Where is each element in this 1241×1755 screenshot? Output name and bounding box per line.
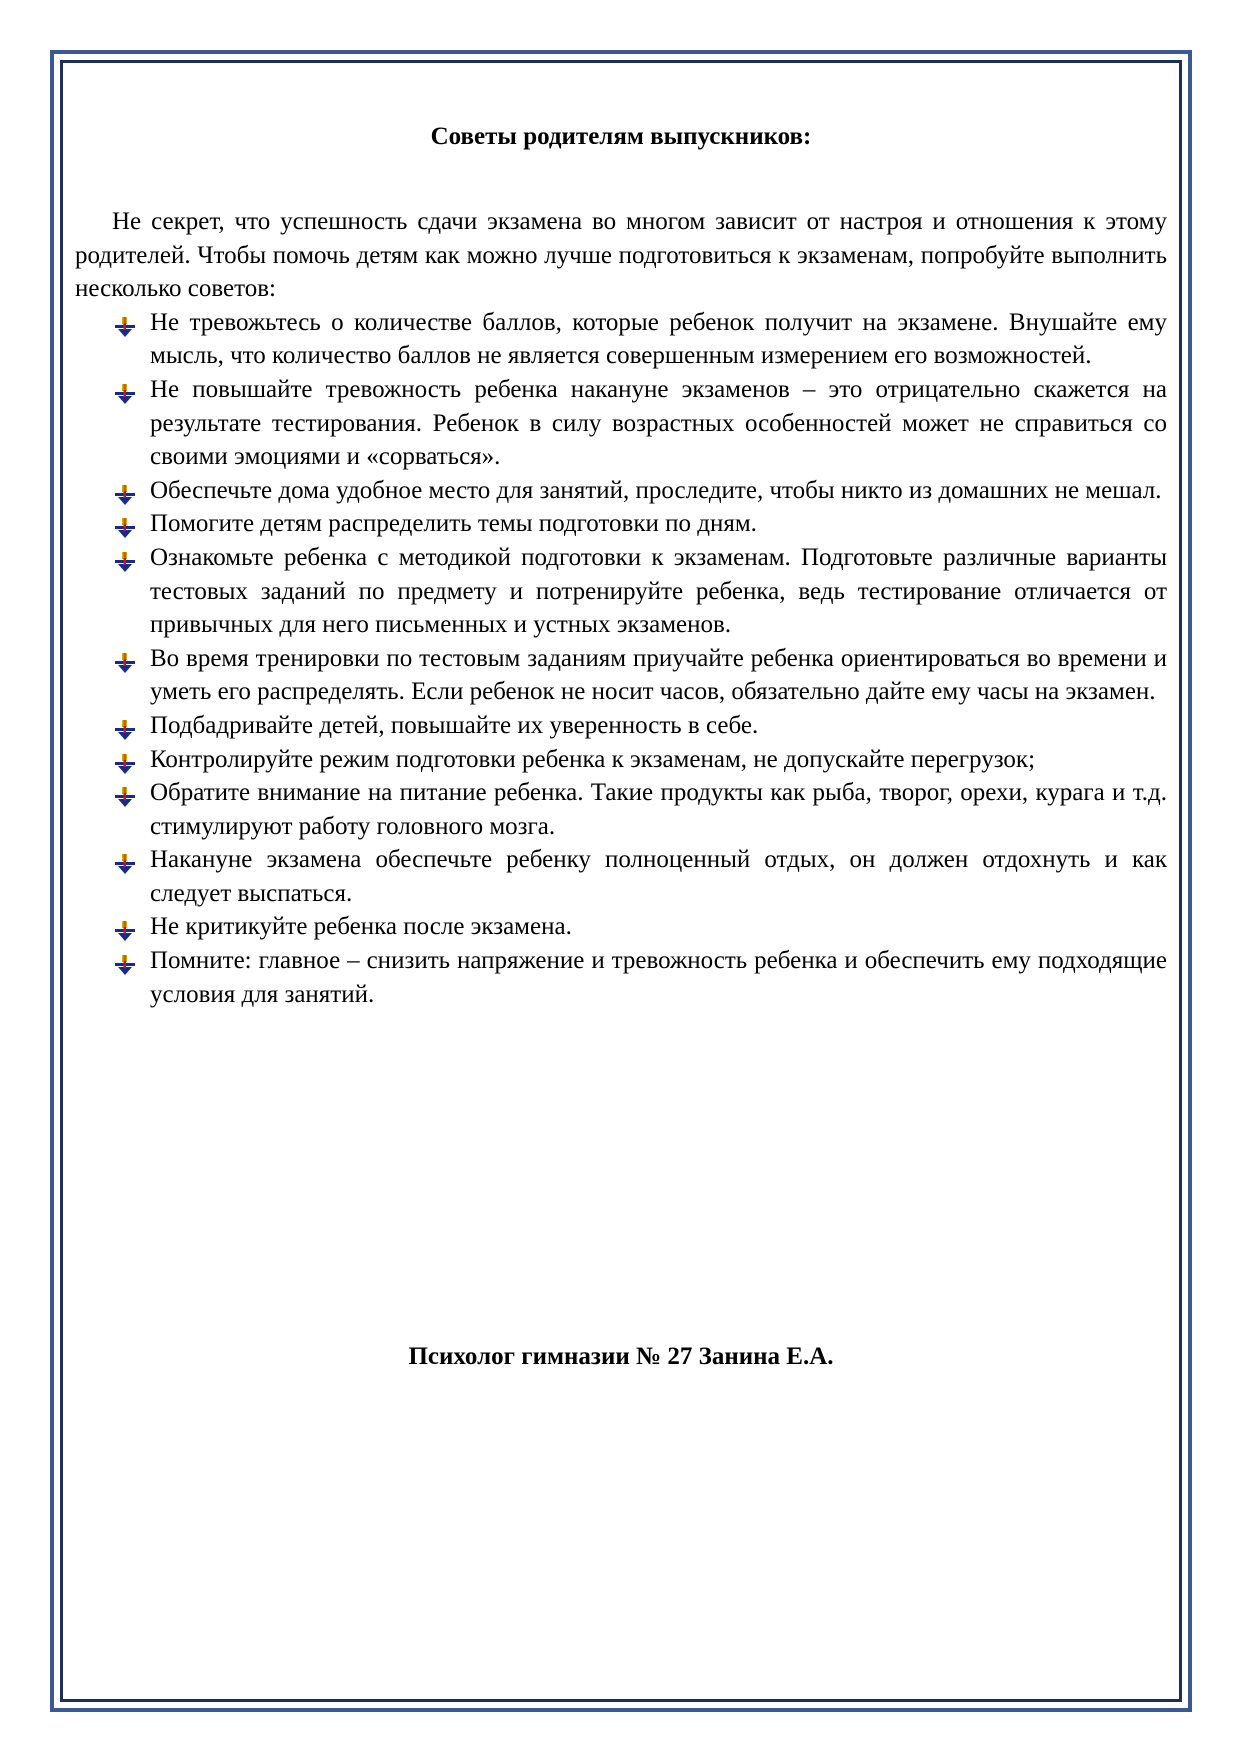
arrow-down-bullet-icon bbox=[114, 783, 136, 803]
arrow-down-bullet-icon bbox=[114, 481, 136, 501]
list-item bbox=[75, 474, 1167, 508]
arrow-down-bullet-icon bbox=[114, 548, 136, 568]
document-body bbox=[75, 120, 1167, 1011]
list-item bbox=[75, 843, 1167, 910]
arrow-down-bullet-icon bbox=[114, 514, 136, 534]
arrow-down-bullet-icon bbox=[114, 951, 136, 971]
tip-text: Ознакомьте ребенка с методикой подготовки к экзаменам. Подготовьте различные варианты тестовых заданий по предмету и потренируйте ребенка, ведь тестирование отличается от привычных для него письменных и устных экзаменов. bbox=[150, 543, 1167, 639]
list-item bbox=[75, 709, 1167, 743]
list-item bbox=[75, 306, 1167, 373]
arrow-down-bullet-icon bbox=[114, 649, 136, 669]
tip-text: Во время тренировки по тестовым заданиям приучайте ребенка ориентироваться во времени и уметь его распределять. Если ребенок не носит часов, обязательно дайте ему часы на экзамен. bbox=[150, 644, 1167, 706]
list-item bbox=[75, 743, 1167, 777]
tip-text: Помните: главное – снизить напряжение и тревожность ребенка и обеспечить ему подходящие условия для занятий. bbox=[150, 947, 1167, 1008]
list-item bbox=[75, 910, 1167, 944]
tip-text: Обратите внимание на питание ребенка. Такие продукты как рыба, творог, орехи, курага и т.д. стимулируют работу головного мозга. bbox=[150, 779, 1167, 840]
list-item bbox=[75, 776, 1167, 843]
list-item bbox=[75, 642, 1167, 709]
arrow-down-bullet-icon bbox=[114, 917, 136, 937]
arrow-down-bullet-icon bbox=[114, 313, 136, 333]
list-item bbox=[75, 944, 1167, 1011]
arrow-down-bullet-icon bbox=[114, 380, 136, 400]
document-title: Советы родителям выпускников: bbox=[430, 123, 812, 150]
list-item bbox=[75, 541, 1167, 642]
list-item bbox=[75, 373, 1167, 474]
tip-text: Накануне экзамена обеспечьте ребенку полноценный отдых, он должен отдохнуть и как следует выспаться. bbox=[150, 846, 1167, 907]
tip-text: Не критикуйте ребенка после экзамена. bbox=[150, 913, 572, 941]
tip-text: Не тревожьтесь о количестве баллов, которые ребенок получит на экзамене. Внушайте ему мысль, что количество баллов не является совершенным измерением его возможностей. bbox=[150, 308, 1167, 370]
tip-text: Помогите детям распределить темы подготовки по дням. bbox=[150, 510, 757, 538]
arrow-down-bullet-icon bbox=[114, 850, 136, 870]
intro-paragraph: Не секрет, что успешность сдачи экзамена во многом зависит от настроя и отношения к этому родителей. Чтобы помочь детям как можно лучше подготовиться к экзаменам, попробуйте выполнить несколько советов: bbox=[75, 208, 1167, 303]
tip-text: Обеспечьте дома удобное место для занятий, проследите, чтобы никто из домашних не мешал. bbox=[150, 476, 1162, 504]
signature: Психолог гимназии № 27 Занина Е.А. bbox=[408, 1343, 834, 1370]
tip-text: Контролируйте режим подготовки ребенка к экзаменам, не допускайте перегрузок; bbox=[150, 745, 1036, 773]
arrow-down-bullet-icon bbox=[114, 750, 136, 770]
tip-text: Не повышайте тревожность ребенка накануне экзаменов – это отрицательно скажется на результате тестирования. Ребенок в силу возрастных особенностей может не справиться со своими эмоциями и «сорваться». bbox=[150, 375, 1167, 471]
tip-text: Подбадривайте детей, повышайте их уверенность в себе. bbox=[150, 711, 759, 739]
tips-list bbox=[75, 306, 1167, 1011]
list-item bbox=[75, 507, 1167, 541]
arrow-down-bullet-icon bbox=[114, 716, 136, 736]
